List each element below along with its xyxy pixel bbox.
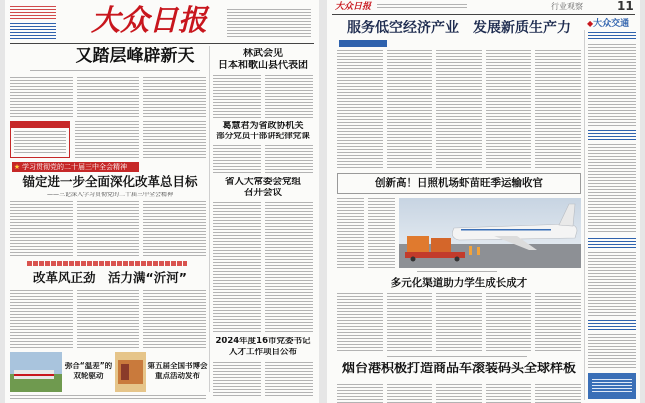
column-name xyxy=(587,18,629,30)
body-text-column xyxy=(368,198,395,268)
issue-info-block xyxy=(227,9,311,37)
section-banner-label: 学习贯彻党的二十届三中全会精神 xyxy=(22,163,127,171)
brief-photo xyxy=(10,352,62,392)
sidebar-headline: 部分党员干部讲纪律党课 xyxy=(216,132,310,141)
port-headline: 烟台港积极打造商品车滚装码头全球样板 xyxy=(341,362,576,376)
body-text-column xyxy=(265,202,313,334)
star-icon: ★ xyxy=(13,163,21,171)
airplane-stripe xyxy=(461,229,551,231)
body-text-column xyxy=(337,198,364,268)
body-text-column xyxy=(77,201,140,256)
loader-wheel xyxy=(455,257,460,262)
commentary-headline: 锚定进一步全面深化改革总目标 xyxy=(22,175,198,189)
body-text-column xyxy=(10,201,73,256)
lead-headline: 服务低空经济产业 发展新质生产力 xyxy=(347,20,571,36)
sidebar-body xyxy=(588,144,636,234)
sidebar-headline: 葛慧君为省政协机关 xyxy=(222,121,304,131)
column-logo-icon: ◆ xyxy=(587,19,594,28)
inside-page xyxy=(327,0,640,403)
worker xyxy=(477,247,480,255)
body-text-column xyxy=(10,77,73,117)
page-header-info xyxy=(377,4,467,10)
body-text-column xyxy=(213,362,261,398)
port-body xyxy=(337,384,581,403)
kicker-line xyxy=(387,356,527,358)
body-text-column xyxy=(75,121,139,158)
loader-wheel xyxy=(411,257,416,262)
brief-headline: 双轮驱动 xyxy=(73,372,104,380)
sidebar-body xyxy=(588,334,636,370)
index-lines-blue xyxy=(10,23,56,40)
airport-photo xyxy=(399,198,581,268)
lead-body-continued xyxy=(75,121,206,158)
body-text-column xyxy=(486,384,532,403)
body-text-column xyxy=(143,121,207,158)
brief-photo xyxy=(115,352,146,392)
sidebar-headline-block xyxy=(588,130,636,141)
photo-book xyxy=(121,364,129,380)
lead-body xyxy=(10,77,206,117)
education-body xyxy=(337,293,581,352)
section-banner xyxy=(12,162,139,172)
inset-body xyxy=(14,131,66,155)
front-page xyxy=(5,0,319,403)
body-text-column xyxy=(486,50,532,170)
masthead-rule xyxy=(10,43,314,44)
sidebar-body xyxy=(588,44,636,126)
feature-body xyxy=(10,290,206,348)
header-rule xyxy=(332,14,635,15)
inset-box xyxy=(10,121,70,158)
lead-body xyxy=(337,50,581,170)
kicker-line xyxy=(417,271,497,273)
footer-lines xyxy=(10,395,206,401)
airport-body xyxy=(337,198,395,268)
sidebar-headline: 2024年度16市党委书记 xyxy=(215,337,311,346)
body-text-column xyxy=(143,290,206,348)
body-text-column xyxy=(265,145,313,173)
body-text-column xyxy=(265,75,313,118)
feature-headline: 改革风正劲 活力满“沂河” xyxy=(33,271,187,285)
index-lines-red xyxy=(10,6,56,20)
body-text-column xyxy=(387,384,433,403)
body-text-column xyxy=(436,293,482,352)
topic-label-bar xyxy=(339,40,387,47)
body-text-column xyxy=(337,384,383,403)
commentary-body xyxy=(10,201,206,256)
body-text-column xyxy=(213,75,261,118)
education-headline: 多元化渠道助力学生成长成才 xyxy=(390,277,528,289)
body-text-column xyxy=(213,202,261,334)
lead-headline: 又踏层峰辟新天 xyxy=(75,47,195,66)
body-text-column xyxy=(535,50,581,170)
worker xyxy=(469,246,472,255)
sidebar-divider xyxy=(584,30,585,400)
airport-headline: 创新高！日照机场虾苗旺季运输收官 xyxy=(375,177,543,189)
masthead-logo: 大众日报 xyxy=(91,3,208,37)
sidebar-body xyxy=(213,145,313,173)
lead-subtitle-line xyxy=(30,70,200,72)
sidebar-body xyxy=(588,252,636,316)
cargo-container xyxy=(431,238,451,252)
body-text-column xyxy=(265,362,313,398)
body-text-column xyxy=(387,293,433,352)
body-text-column xyxy=(486,293,532,352)
body-text-column xyxy=(436,50,482,170)
body-text-column xyxy=(436,384,482,403)
brief-headline: 重点活动发布 xyxy=(155,372,200,380)
sidebar-headline: 人才工作项目公布 xyxy=(228,348,297,357)
sidebar-headline: 省人大常委会党组 xyxy=(224,177,301,187)
body-text-column xyxy=(10,290,73,348)
body-text-column xyxy=(337,293,383,352)
cargo-container xyxy=(407,236,429,252)
feature-kicker xyxy=(27,261,187,266)
body-text-column xyxy=(143,201,206,256)
sidebar-headline-block xyxy=(588,238,636,249)
body-text-column xyxy=(337,50,383,170)
brief-headline: 弥合“温差”的 xyxy=(64,362,113,370)
sidebar-body xyxy=(213,75,313,118)
page-number: 11 xyxy=(617,0,634,13)
body-text-column xyxy=(213,145,261,173)
sidebar-headline-block xyxy=(588,320,636,331)
column-name-label: 大众交通 xyxy=(593,19,630,29)
index-box xyxy=(10,6,56,40)
page-masthead-logo: 大众日报 xyxy=(335,2,372,12)
promo-lines xyxy=(592,379,632,393)
body-text-column xyxy=(387,50,433,170)
inset-header-bar xyxy=(11,122,69,128)
brief-headline: 第五届全国书博会 xyxy=(147,362,208,370)
section-label: 行业观察 xyxy=(551,2,583,11)
photo-train-stripe xyxy=(14,374,54,376)
body-text-column xyxy=(77,290,140,348)
body-text-column xyxy=(535,384,581,403)
sidebar-headline: 召开会议 xyxy=(243,188,282,198)
commentary-subtitle: ——三论深入学习贯彻党的二十届三中全会精神 xyxy=(46,192,173,198)
sidebar-body xyxy=(213,202,313,334)
body-text-column xyxy=(77,77,140,117)
column-divider xyxy=(209,46,210,392)
sidebar-headline-block xyxy=(588,32,636,41)
body-text-column xyxy=(535,293,581,352)
sidebar-headline: 林武会见 xyxy=(243,48,283,59)
body-text-column xyxy=(143,77,206,117)
sidebar-promo-box xyxy=(588,373,636,399)
sidebar-headline: 日本和歌山县代表团 xyxy=(218,60,308,71)
sidebar-body xyxy=(213,362,313,398)
